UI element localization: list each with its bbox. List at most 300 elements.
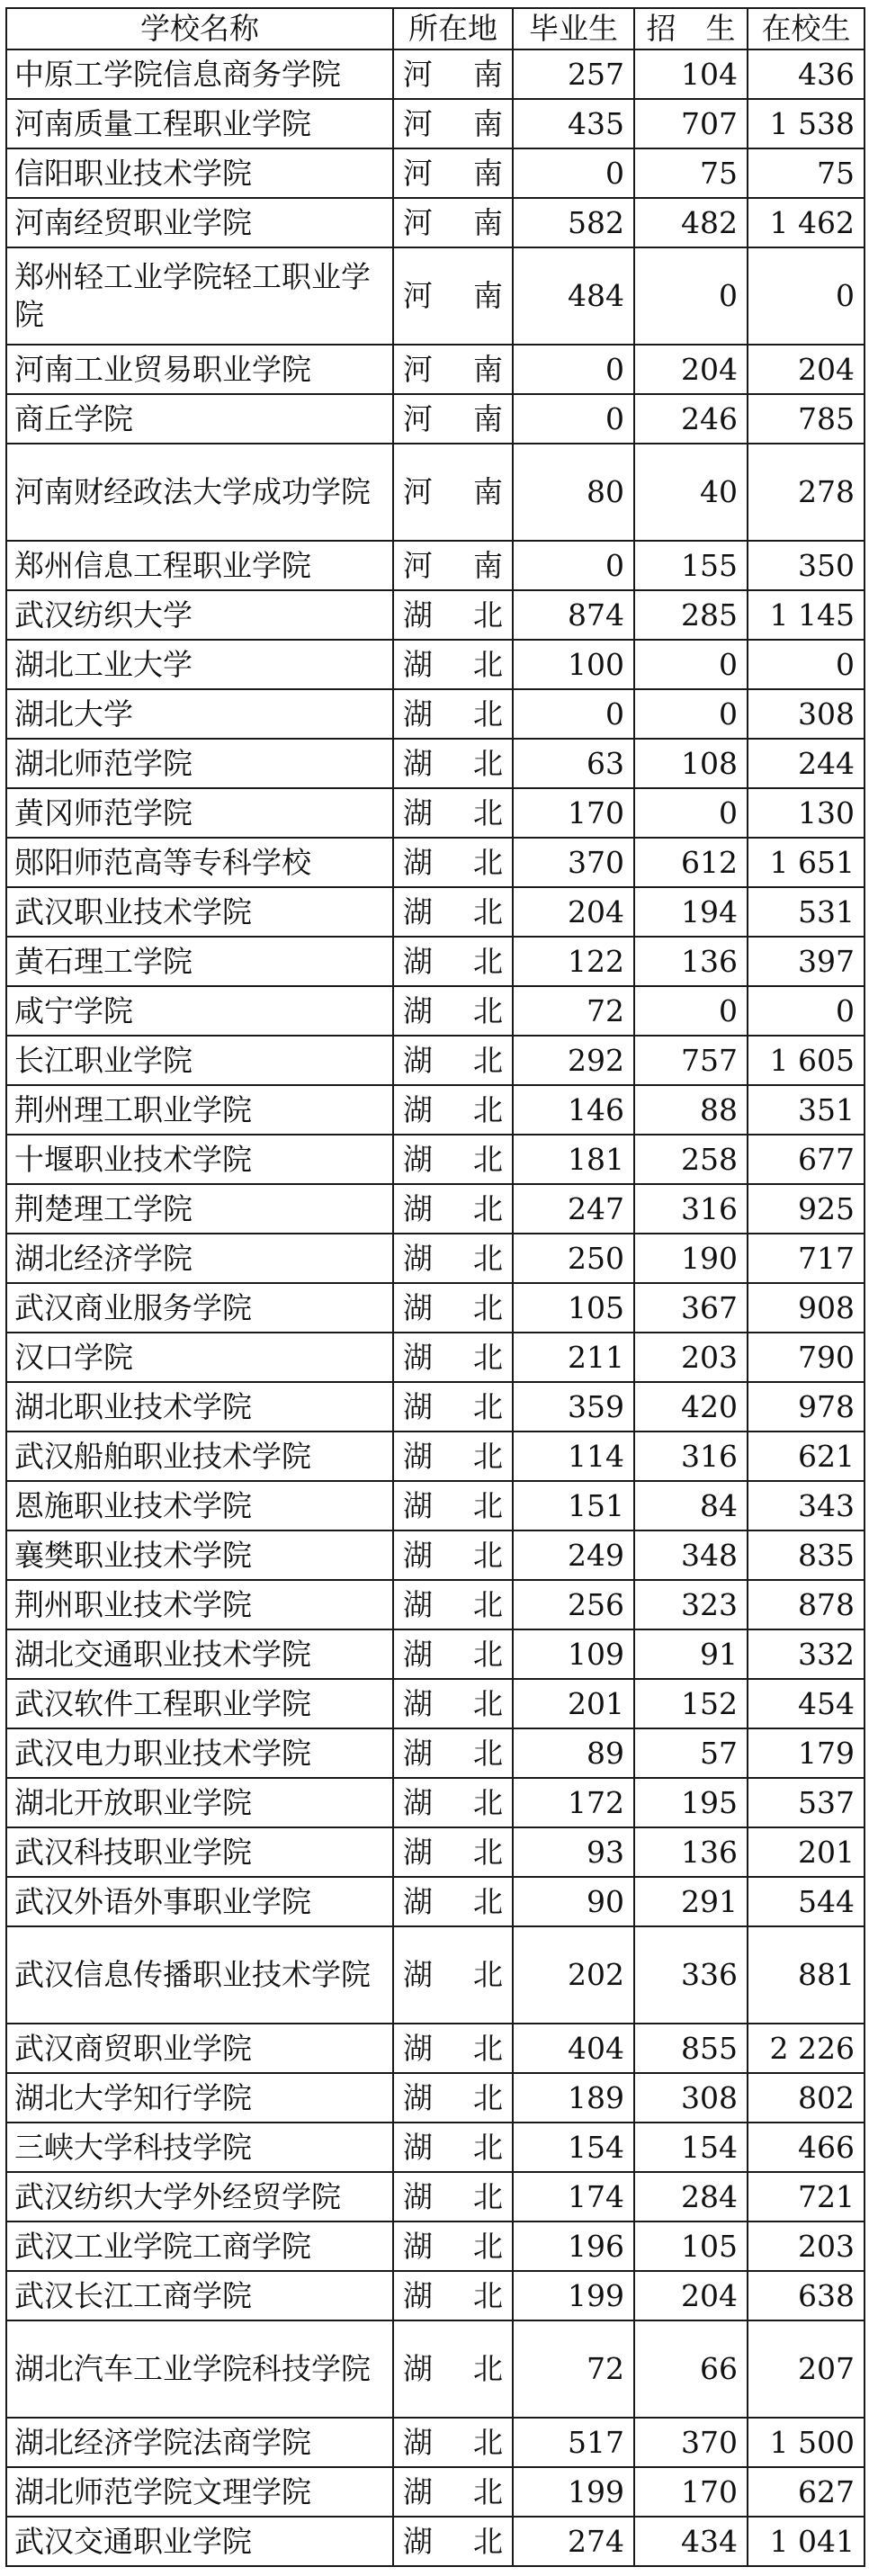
cell-province <box>393 1728 513 1778</box>
header-province: 所在地 <box>393 8 513 49</box>
cell-province <box>393 1926 513 2024</box>
province-text: 湖 北 <box>403 943 503 979</box>
cell-school-name: 湖北经济学院法商学院 <box>6 2418 393 2467</box>
province-text: 湖 北 <box>403 992 503 1028</box>
cell-graduates: 170 <box>513 788 634 838</box>
province-text: 湖 北 <box>403 2473 503 2509</box>
cell-school-name: 河南质量工程职业学院 <box>6 99 393 148</box>
cell-current-students: 978 <box>748 1382 865 1432</box>
header-row <box>6 8 865 49</box>
cell-province <box>393 887 513 937</box>
cell-school-name: 湖北经济学院 <box>6 1234 393 1283</box>
province-text: 湖 北 <box>403 1487 503 1523</box>
cell-current-students: 351 <box>748 1085 865 1135</box>
cell-enrollment: 0 <box>634 689 748 739</box>
cell-school-name: 武汉科技职业学院 <box>6 1827 393 1877</box>
table-row <box>6 2221 865 2271</box>
cell-current-students: 308 <box>748 689 865 739</box>
table-row <box>6 2123 865 2172</box>
cell-current-students: 203 <box>748 2221 865 2271</box>
school-statistics-table <box>5 7 865 2567</box>
province-text: 湖 北 <box>403 2178 503 2214</box>
cell-enrollment: 170 <box>634 2467 748 2517</box>
cell-school-name: 郑州信息工程职业学院 <box>6 541 393 590</box>
table-row <box>6 986 865 1036</box>
province-text: 湖 北 <box>403 2424 503 2460</box>
cell-current-students: 332 <box>748 1629 865 1679</box>
table-row <box>6 2024 865 2073</box>
cell-current-students: 179 <box>748 1728 865 1778</box>
cell-province <box>393 2073 513 2123</box>
cell-graduates: 122 <box>513 937 634 986</box>
cell-province <box>393 198 513 247</box>
cell-graduates: 517 <box>513 2418 634 2467</box>
cell-graduates: 0 <box>513 345 634 394</box>
cell-province <box>393 2024 513 2073</box>
cell-enrollment: 105 <box>634 2221 748 2271</box>
cell-school-name: 咸宁学院 <box>6 986 393 1036</box>
cell-current-students: 1 500 <box>748 2418 865 2467</box>
cell-enrollment: 316 <box>634 1184 748 1234</box>
cell-province <box>393 2271 513 2320</box>
table-row <box>6 99 865 148</box>
table-row <box>6 1877 865 1926</box>
cell-province <box>393 2123 513 2172</box>
cell-enrollment: 246 <box>634 394 748 444</box>
table-row <box>6 1382 865 1432</box>
cell-province <box>393 689 513 739</box>
cell-graduates: 201 <box>513 1679 634 1728</box>
cell-current-students: 537 <box>748 1778 865 1827</box>
table-row <box>6 937 865 986</box>
province-text: 湖 北 <box>403 2228 503 2264</box>
table-row <box>6 541 865 590</box>
header-graduates: 毕业生 <box>513 8 634 49</box>
cell-enrollment: 88 <box>634 1085 748 1135</box>
cell-province <box>393 1432 513 1481</box>
cell-current-students: 627 <box>748 2467 865 2517</box>
cell-province <box>393 1629 513 1679</box>
cell-current-students: 1 605 <box>748 1036 865 1085</box>
cell-current-students: 201 <box>748 1827 865 1877</box>
table-row <box>6 1629 865 1679</box>
cell-current-students: 717 <box>748 1234 865 1283</box>
cell-school-name: 恩施职业技术学院 <box>6 1481 393 1530</box>
province-text: 湖 北 <box>403 1141 503 1177</box>
cell-current-students: 1 538 <box>748 99 865 148</box>
cell-enrollment: 612 <box>634 838 748 887</box>
province-text: 湖 北 <box>403 1685 503 1721</box>
cell-province <box>393 1184 513 1234</box>
cell-school-name: 河南财经政法大学成功学院 <box>6 444 393 541</box>
cell-current-students: 621 <box>748 1432 865 1481</box>
province-text: 湖 北 <box>403 2351 503 2386</box>
cell-province <box>393 1778 513 1827</box>
cell-graduates: 109 <box>513 1629 634 1679</box>
cell-current-students: 130 <box>748 788 865 838</box>
cell-current-students: 454 <box>748 1679 865 1728</box>
cell-enrollment: 316 <box>634 1432 748 1481</box>
cell-current-students: 244 <box>748 739 865 788</box>
cell-province <box>393 590 513 640</box>
cell-current-students: 1 145 <box>748 590 865 640</box>
table-row <box>6 247 865 345</box>
cell-enrollment: 91 <box>634 1629 748 1679</box>
cell-enrollment: 291 <box>634 1877 748 1926</box>
table-row <box>6 198 865 247</box>
cell-province <box>393 394 513 444</box>
cell-school-name: 武汉软件工程职业学院 <box>6 1679 393 1728</box>
cell-province <box>393 148 513 198</box>
table-row <box>6 2271 865 2320</box>
province-text: 湖 北 <box>403 1636 503 1672</box>
province-text: 湖 北 <box>403 1834 503 1870</box>
province-text: 湖 北 <box>403 2523 503 2559</box>
table-row <box>6 2517 865 2566</box>
cell-graduates: 181 <box>513 1135 634 1184</box>
cell-school-name: 汉口学院 <box>6 1333 393 1382</box>
cell-current-students: 1 651 <box>748 838 865 887</box>
cell-graduates: 582 <box>513 198 634 247</box>
cell-school-name: 武汉职业技术学院 <box>6 887 393 937</box>
cell-enrollment: 284 <box>634 2172 748 2221</box>
cell-province <box>393 2467 513 2517</box>
province-text: 湖 北 <box>403 794 503 830</box>
cell-graduates: 105 <box>513 1283 634 1333</box>
cell-graduates: 72 <box>513 2320 634 2418</box>
cell-current-students: 1 041 <box>748 2517 865 2566</box>
cell-school-name: 湖北职业技术学院 <box>6 1382 393 1432</box>
cell-school-name: 郧阳师范高等专科学校 <box>6 838 393 887</box>
cell-current-students: 835 <box>748 1530 865 1580</box>
province-text: 河 南 <box>403 278 503 313</box>
table-row <box>6 1234 865 1283</box>
table-row <box>6 1481 865 1530</box>
cell-school-name: 湖北大学知行学院 <box>6 2073 393 2123</box>
cell-graduates: 404 <box>513 2024 634 2073</box>
cell-graduates: 90 <box>513 1877 634 1926</box>
cell-enrollment: 40 <box>634 444 748 541</box>
cell-enrollment: 204 <box>634 2271 748 2320</box>
cell-graduates: 172 <box>513 1778 634 1827</box>
cell-province <box>393 937 513 986</box>
cell-school-name: 湖北交通职业技术学院 <box>6 1629 393 1679</box>
cell-graduates: 211 <box>513 1333 634 1382</box>
cell-graduates: 93 <box>513 1827 634 1877</box>
table-row <box>6 394 865 444</box>
cell-school-name: 河南经贸职业学院 <box>6 198 393 247</box>
cell-province <box>393 99 513 148</box>
cell-graduates: 154 <box>513 2123 634 2172</box>
table-header <box>6 8 865 49</box>
cell-enrollment: 258 <box>634 1135 748 1184</box>
cell-province <box>393 1580 513 1629</box>
table-row <box>6 1827 865 1877</box>
table-row <box>6 148 865 198</box>
table-row <box>6 2172 865 2221</box>
cell-current-students: 908 <box>748 1283 865 1333</box>
cell-enrollment: 370 <box>634 2418 748 2467</box>
cell-school-name: 黄冈师范学院 <box>6 788 393 838</box>
table-row <box>6 1184 865 1234</box>
cell-graduates: 72 <box>513 986 634 1036</box>
header-current-students: 在校生 <box>748 8 865 49</box>
cell-province <box>393 345 513 394</box>
cell-school-name: 湖北汽车工业学院科技学院 <box>6 2320 393 2418</box>
cell-province <box>393 2517 513 2566</box>
cell-province <box>393 1877 513 1926</box>
cell-enrollment: 0 <box>634 986 748 1036</box>
cell-graduates: 370 <box>513 838 634 887</box>
cell-school-name: 中原工学院信息商务学院 <box>6 49 393 99</box>
province-text: 河 南 <box>403 474 503 509</box>
province-text: 湖 北 <box>403 1586 503 1622</box>
cell-school-name: 信阳职业技术学院 <box>6 148 393 198</box>
province-text: 湖 北 <box>403 646 503 682</box>
table-row <box>6 1926 865 2024</box>
cell-graduates: 484 <box>513 247 634 345</box>
header-school-name: 学校名称 <box>6 8 393 49</box>
cell-graduates: 292 <box>513 1036 634 1085</box>
cell-school-name: 武汉电力职业技术学院 <box>6 1728 393 1778</box>
cell-school-name: 湖北大学 <box>6 689 393 739</box>
province-text: 河 南 <box>403 547 503 583</box>
cell-graduates: 257 <box>513 49 634 99</box>
province-text: 湖 北 <box>403 1042 503 1078</box>
cell-current-students: 677 <box>748 1135 865 1184</box>
cell-current-students: 466 <box>748 2123 865 2172</box>
province-text: 湖 北 <box>403 745 503 781</box>
province-text: 湖 北 <box>403 1784 503 1820</box>
table-row <box>6 1679 865 1728</box>
cell-school-name: 河南工业贸易职业学院 <box>6 345 393 394</box>
cell-school-name: 湖北师范学院 <box>6 739 393 788</box>
province-text: 河 南 <box>403 155 503 191</box>
cell-enrollment: 203 <box>634 1333 748 1382</box>
cell-graduates: 359 <box>513 1382 634 1432</box>
cell-graduates: 256 <box>513 1580 634 1629</box>
cell-province <box>393 49 513 99</box>
province-text: 湖 北 <box>403 597 503 633</box>
table-row <box>6 1036 865 1085</box>
cell-current-students: 436 <box>748 49 865 99</box>
table-row <box>6 590 865 640</box>
cell-graduates: 196 <box>513 2221 634 2271</box>
cell-graduates: 89 <box>513 1728 634 1778</box>
table-row <box>6 1432 865 1481</box>
cell-enrollment: 348 <box>634 1530 748 1580</box>
cell-current-students: 785 <box>748 394 865 444</box>
province-text: 河 南 <box>403 56 503 92</box>
province-text: 湖 北 <box>403 696 503 732</box>
cell-province <box>393 2320 513 2418</box>
cell-current-students: 878 <box>748 1580 865 1629</box>
table-row <box>6 345 865 394</box>
cell-school-name: 商丘学院 <box>6 394 393 444</box>
table-row <box>6 1580 865 1629</box>
cell-province <box>393 788 513 838</box>
cell-school-name: 十堰职业技术学院 <box>6 1135 393 1184</box>
cell-school-name: 三峡大学科技学院 <box>6 2123 393 2172</box>
cell-current-students: 278 <box>748 444 865 541</box>
cell-enrollment: 104 <box>634 49 748 99</box>
cell-enrollment: 707 <box>634 99 748 148</box>
cell-enrollment: 285 <box>634 590 748 640</box>
cell-enrollment: 154 <box>634 2123 748 2172</box>
table-row <box>6 1530 865 1580</box>
table-row <box>6 1728 865 1778</box>
cell-province <box>393 739 513 788</box>
cell-enrollment: 136 <box>634 937 748 986</box>
cell-school-name: 武汉信息传播职业技术学院 <box>6 1926 393 2024</box>
cell-school-name: 荆州理工职业学院 <box>6 1085 393 1135</box>
cell-enrollment: 0 <box>634 247 748 345</box>
cell-enrollment: 0 <box>634 788 748 838</box>
province-text: 湖 北 <box>403 1438 503 1474</box>
province-text: 湖 北 <box>403 844 503 880</box>
province-text: 湖 北 <box>403 1388 503 1424</box>
cell-graduates: 63 <box>513 739 634 788</box>
cell-province <box>393 1827 513 1877</box>
province-text: 湖 北 <box>403 2030 503 2066</box>
province-text: 河 南 <box>403 204 503 240</box>
cell-graduates: 199 <box>513 2467 634 2517</box>
cell-current-students: 544 <box>748 1877 865 1926</box>
cell-enrollment: 204 <box>634 345 748 394</box>
cell-graduates: 435 <box>513 99 634 148</box>
table-row <box>6 887 865 937</box>
cell-province <box>393 1283 513 1333</box>
table-row <box>6 49 865 99</box>
province-text: 湖 北 <box>403 2129 503 2165</box>
cell-province <box>393 1085 513 1135</box>
cell-enrollment: 194 <box>634 887 748 937</box>
cell-province <box>393 2172 513 2221</box>
cell-current-students: 802 <box>748 2073 865 2123</box>
table-row <box>6 2467 865 2517</box>
table-row <box>6 788 865 838</box>
cell-school-name: 湖北师范学院文理学院 <box>6 2467 393 2517</box>
table-row <box>6 1333 865 1382</box>
cell-school-name: 武汉商贸职业学院 <box>6 2024 393 2073</box>
cell-school-name: 郑州轻工业学院轻工职业学院 <box>6 247 393 345</box>
province-text: 湖 北 <box>403 1190 503 1226</box>
table-row <box>6 1778 865 1827</box>
province-text: 湖 北 <box>403 893 503 929</box>
cell-graduates: 114 <box>513 1432 634 1481</box>
table-row <box>6 2073 865 2123</box>
cell-enrollment: 136 <box>634 1827 748 1877</box>
province-text: 河 南 <box>403 400 503 436</box>
cell-enrollment: 57 <box>634 1728 748 1778</box>
cell-school-name: 武汉长江工商学院 <box>6 2271 393 2320</box>
cell-enrollment: 336 <box>634 1926 748 2024</box>
province-text: 湖 北 <box>403 1957 503 1992</box>
cell-school-name: 长江职业学院 <box>6 1036 393 1085</box>
cell-school-name: 襄樊职业技术学院 <box>6 1530 393 1580</box>
province-text: 湖 北 <box>403 1240 503 1276</box>
cell-current-students: 531 <box>748 887 865 937</box>
cell-graduates: 274 <box>513 2517 634 2566</box>
cell-graduates: 151 <box>513 1481 634 1530</box>
cell-current-students: 0 <box>748 247 865 345</box>
table-row <box>6 2320 865 2418</box>
cell-current-students: 721 <box>748 2172 865 2221</box>
cell-province <box>393 2221 513 2271</box>
cell-graduates: 249 <box>513 1530 634 1580</box>
province-text: 湖 北 <box>403 1735 503 1771</box>
table-row <box>6 1283 865 1333</box>
cell-graduates: 204 <box>513 887 634 937</box>
cell-school-name: 武汉外语外事职业学院 <box>6 1877 393 1926</box>
cell-school-name: 武汉纺织大学 <box>6 590 393 640</box>
cell-province <box>393 1679 513 1728</box>
cell-current-students: 925 <box>748 1184 865 1234</box>
cell-graduates: 874 <box>513 590 634 640</box>
cell-enrollment: 108 <box>634 739 748 788</box>
cell-enrollment: 757 <box>634 1036 748 1085</box>
cell-province <box>393 444 513 541</box>
cell-province <box>393 1135 513 1184</box>
cell-province <box>393 1333 513 1382</box>
cell-province <box>393 1036 513 1085</box>
cell-province <box>393 838 513 887</box>
cell-province <box>393 1234 513 1283</box>
cell-current-students: 881 <box>748 1926 865 2024</box>
cell-graduates: 202 <box>513 1926 634 2024</box>
cell-enrollment: 66 <box>634 2320 748 2418</box>
cell-enrollment: 420 <box>634 1382 748 1432</box>
cell-province <box>393 2418 513 2467</box>
cell-school-name: 武汉工业学院工商学院 <box>6 2221 393 2271</box>
cell-graduates: 0 <box>513 689 634 739</box>
province-text: 湖 北 <box>403 1091 503 1127</box>
cell-school-name: 荆楚理工学院 <box>6 1184 393 1234</box>
cell-enrollment: 195 <box>634 1778 748 1827</box>
province-text: 湖 北 <box>403 1339 503 1375</box>
cell-graduates: 80 <box>513 444 634 541</box>
cell-current-students: 0 <box>748 640 865 689</box>
cell-current-students: 207 <box>748 2320 865 2418</box>
cell-school-name: 黄石理工学院 <box>6 937 393 986</box>
cell-school-name: 武汉船舶职业技术学院 <box>6 1432 393 1481</box>
cell-school-name: 武汉商业服务学院 <box>6 1283 393 1333</box>
province-text: 湖 北 <box>403 2277 503 2313</box>
cell-school-name: 武汉交通职业学院 <box>6 2517 393 2566</box>
province-text: 河 南 <box>403 105 503 141</box>
cell-current-students: 0 <box>748 986 865 1036</box>
cell-graduates: 199 <box>513 2271 634 2320</box>
cell-enrollment: 75 <box>634 148 748 198</box>
cell-school-name: 荆州职业技术学院 <box>6 1580 393 1629</box>
cell-school-name: 湖北开放职业学院 <box>6 1778 393 1827</box>
table-row <box>6 2418 865 2467</box>
cell-province <box>393 541 513 590</box>
province-text: 湖 北 <box>403 1537 503 1573</box>
cell-province <box>393 1530 513 1580</box>
province-text: 湖 北 <box>403 1883 503 1919</box>
province-text: 河 南 <box>403 351 503 387</box>
cell-graduates: 247 <box>513 1184 634 1234</box>
header-enrollment: 招 生 <box>634 8 748 49</box>
cell-province <box>393 1382 513 1432</box>
table-row <box>6 838 865 887</box>
cell-current-students: 790 <box>748 1333 865 1382</box>
province-text: 湖 北 <box>403 1289 503 1325</box>
cell-graduates: 0 <box>513 541 634 590</box>
table-row <box>6 1135 865 1184</box>
cell-graduates: 0 <box>513 148 634 198</box>
